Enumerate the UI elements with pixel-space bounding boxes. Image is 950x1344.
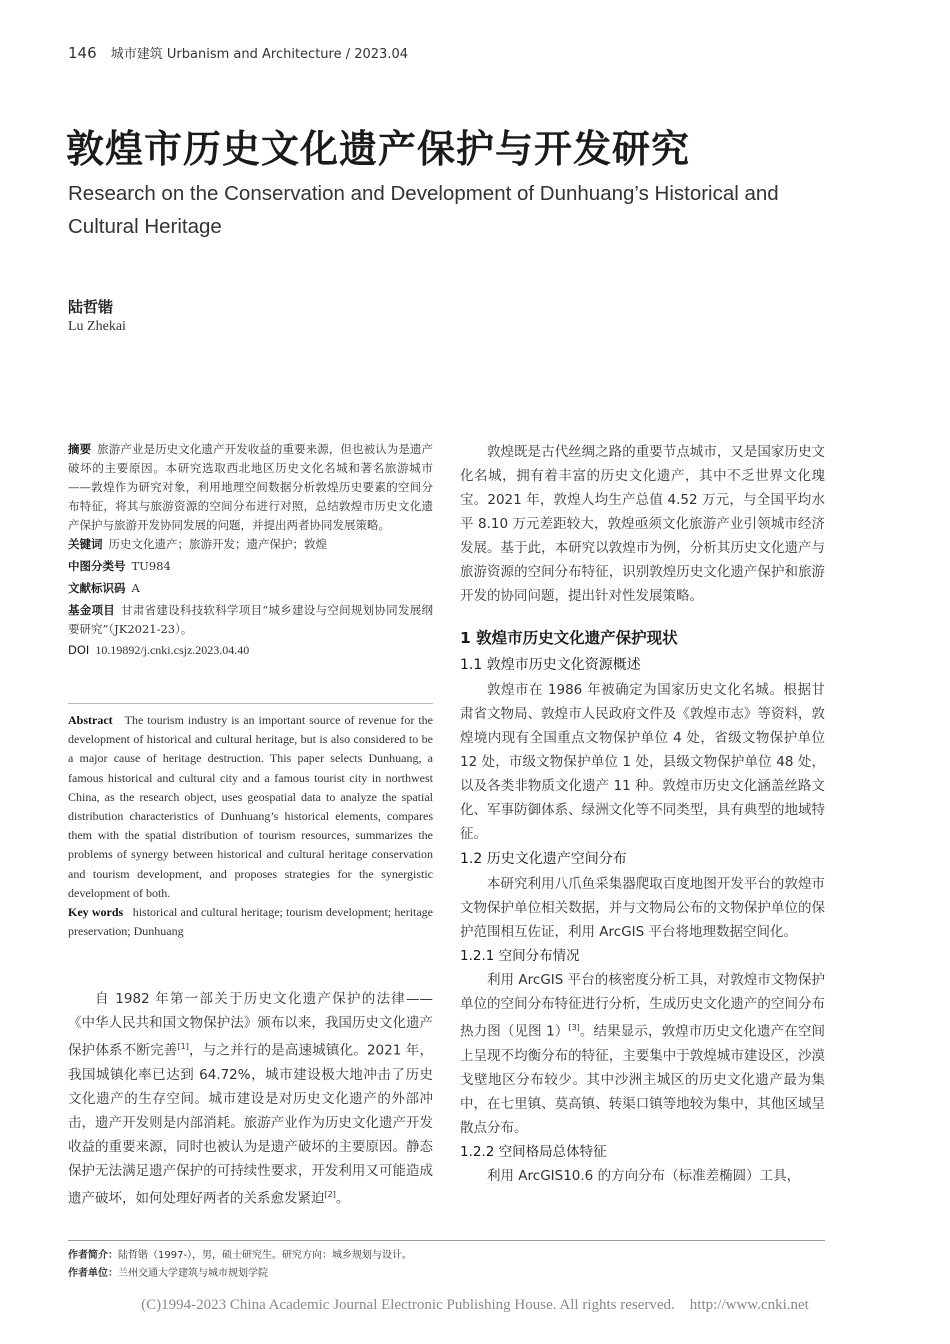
intro-text-a: 自 1982 年第一部关于历史文化遗产保护的法律——《中华人民共和国文物保护法》颁布以来，我国历史文化遗产保护体系不断完善 bbox=[68, 991, 433, 1059]
copyright-notice: (C)1994-2023 China Academic Journal Electronic Publishing House. All rights reserved. http://www.cnki.net bbox=[141, 1297, 809, 1313]
en-keywords-row bbox=[68, 903, 433, 941]
abstract-paragraph bbox=[68, 440, 433, 535]
doc-code-value: A bbox=[131, 581, 140, 595]
author-english: Lu Zhekai bbox=[68, 319, 126, 334]
intro-paragraph bbox=[68, 987, 433, 1210]
intro-text-c: 。 bbox=[335, 1190, 350, 1206]
paragraph-1-2-1-text-b: 。结果显示，敦煌市历史文化遗产在空间上呈现不均衡分布的特征，主要集中于敦煌城市建设区，沙漠戈壁地区分布较少。其中沙洲主城区的历史文化遗产最为集中，在七里镇、莫高镇、转渠口镇等地较为集中，其他区域呈散点分布。 bbox=[460, 1023, 825, 1136]
footnote-author-label: 作者简介： bbox=[68, 1250, 118, 1261]
en-abstract-label: Abstract bbox=[68, 713, 113, 727]
doi-row bbox=[68, 641, 433, 660]
intro-right-paragraph: 敦煌既是古代丝绸之路的重要节点城市，又是国家历史文化名城，拥有着丰富的历史文化遗产，其中不乏世界文化瑰宝。2021 年，敦煌人均生产总值 4.52 万元，与全国平均水平 8.10 万元差距较大，敦煌亟须文化旅游产业引领城市经济发展。基于此，本研究以敦煌市为例，分析其历史文化遗产与旅游资源的空间分布特征，识别敦煌历史文化遗产保护和旅游开发的协同问题，提出针对性发展策略。 bbox=[460, 444, 825, 604]
citation-3: [3] bbox=[568, 1023, 580, 1032]
keywords-row bbox=[68, 535, 433, 554]
section-heading-1-2: 1.2 历史文化遗产空间分布 bbox=[460, 851, 627, 867]
paragraph-1-2-2: 利用 ArcGIS10.6 的方向分布（标准差椭圆）工具， bbox=[487, 1167, 801, 1184]
en-abstract-text: The tourism industry is an important source of revenue for the development of historical and cultural heritage, but is also considered to be a major cause of heritage destruction. This paper selects Dunhuang, a famous historical and cultural city and a famous tourist city in northwest China, as the research object, uses geospatial data to analyze the spatial distribution characteristics of Dunhuang’s historical elements, compares them with the spatial distribution of tourism resources, summarizes the problems of synergy between historical and cultural heritage conservation and tourism development, and proposes strategies for the synergistic development of both. bbox=[68, 713, 434, 900]
title-chinese: 敦煌市历史文化遗产保护与开发研究 bbox=[66, 127, 691, 171]
abstract-label: 摘要 bbox=[68, 442, 92, 456]
clc-row bbox=[68, 557, 433, 576]
paragraph-1-2-1 bbox=[460, 968, 825, 1140]
citation-2: [2] bbox=[324, 1189, 336, 1199]
footnote-author bbox=[68, 1246, 412, 1261]
clc-value: TU984 bbox=[131, 559, 171, 573]
chinese-abstract bbox=[68, 440, 433, 660]
left-body-text bbox=[68, 987, 433, 1210]
footnote-author-text: 陆哲锴（1997-），男，硕士研究生。研究方向：城乡规划与设计。 bbox=[118, 1250, 413, 1261]
en-keywords-label: Key words bbox=[68, 905, 124, 920]
doc-code-row bbox=[68, 579, 433, 598]
section-heading-1-2-2: 1.2.2 空间格局总体特征 bbox=[460, 1143, 607, 1160]
keywords-label: 关键词 bbox=[68, 537, 103, 551]
doi-label: DOI bbox=[68, 643, 90, 657]
keywords-text: 历史文化遗产；旅游开发；遗产保护；敦煌 bbox=[108, 537, 327, 551]
page-number: 146 bbox=[68, 44, 97, 62]
abstract-divider bbox=[68, 703, 433, 704]
citation-1: [1] bbox=[177, 1042, 189, 1051]
journal-name: 城市建筑 Urbanism and Architecture / 2023.04 bbox=[110, 47, 408, 62]
en-abstract-paragraph bbox=[68, 711, 433, 903]
section-heading-1-2-1: 1.2.1 空间分布情况 bbox=[460, 948, 580, 964]
fund-label: 基金项目 bbox=[68, 603, 116, 617]
paragraph-1-2-1-text-a: 利用 ArcGIS 平台的核密度分析工具，对敦煌市文物保护单位的空间分布特征进行分析，生成历史文化遗产的空间分布热力图（见图 1） bbox=[460, 972, 825, 1040]
paragraph-1-2: 本研究利用八爪鱼采集器爬取百度地图开发平台的敦煌市文物保护单位相关数据，并与文物局公布的文物保护单位的保护范围相互佐证，利用 ArcGIS 平台将地理数据空间化。 bbox=[460, 876, 825, 940]
footnote-divider bbox=[68, 1240, 825, 1241]
en-keywords-text: historical and cultural heritage; tourism development; heritage preservation; Dunhuang bbox=[68, 905, 434, 939]
right-body-text bbox=[460, 440, 825, 1188]
english-abstract bbox=[68, 711, 433, 941]
section-heading-1-1: 1.1 敦煌市历史文化资源概述 bbox=[460, 657, 641, 673]
fund-text: 甘肃省建设科技软科学项目“城乡建设与空间规划协同发展纲要研究”（JK2021-23）。 bbox=[68, 603, 433, 636]
fund-row bbox=[68, 601, 433, 639]
paragraph-1-1: 敦煌市在 1986 年被确定为国家历史文化名城。根据甘肃省文物局、敦煌市人民政府文件及《敦煌市志》等资料，敦煌境内现有全国重点文物保护单位 4 处，省级文物保护单位 12 处，市级文物保护单位 1 处，县级文物保护单位 48 处，以及各类非物质文化遗产 11 种。敦煌市历史文化涵盖丝路文化、军事防御体系、绿洲文化等不同类型，具有典型的地域特征。 bbox=[460, 682, 825, 842]
doc-code-label: 文献标识码 bbox=[68, 581, 126, 595]
footnote-unit-text: 兰州交通大学建筑与城市规划学院 bbox=[118, 1268, 268, 1279]
title-english: Research on the Conservation and Development of Dunhuang’s Historical and Cultural Heritage bbox=[68, 182, 779, 238]
section-heading-1: 1 敦煌市历史文化遗产保护现状 bbox=[460, 629, 678, 647]
author-chinese: 陆哲锴 bbox=[68, 298, 114, 316]
doi-value: 10.19892/j.cnki.csjz.2023.04.40 bbox=[95, 643, 250, 657]
footnote-unit-label: 作者单位： bbox=[68, 1268, 118, 1279]
intro-text-b: ，与之并行的是高速城镇化。2021 年，我国城镇化率已达到 64.72%，城市建设极大地冲击了历史文化遗产的生存空间。城市建设是对历史文化遗产的外部冲击，遗产开发则是内部消耗。旅游产业作为历史文化遗产开发收益的重要来源，同时也被认为是遗产破坏的主要原因。静态保护无法满足遗产保护的可持续性要求，开发利用又可能造成遗产破坏，如何处理好两者的关系愈发紧迫 bbox=[68, 1042, 433, 1206]
running-header bbox=[68, 43, 408, 62]
abstract-text: 旅游产业是历史文化遗产开发收益的重要来源，但也被认为是遗产破坏的主要原因。本研究选取西北地区历史文化名城和著名旅游城市——敦煌作为研究对象，利用地理空间数据分析敦煌历史要素的空间分布特征，将其与旅游资源的空间分布进行对照，总结敦煌市历史文化遗产保护与旅游开发协同发展的问题，并提出两者协同发展策略。 bbox=[68, 442, 434, 532]
footnote-unit bbox=[68, 1264, 268, 1279]
clc-label: 中图分类号 bbox=[68, 559, 126, 573]
